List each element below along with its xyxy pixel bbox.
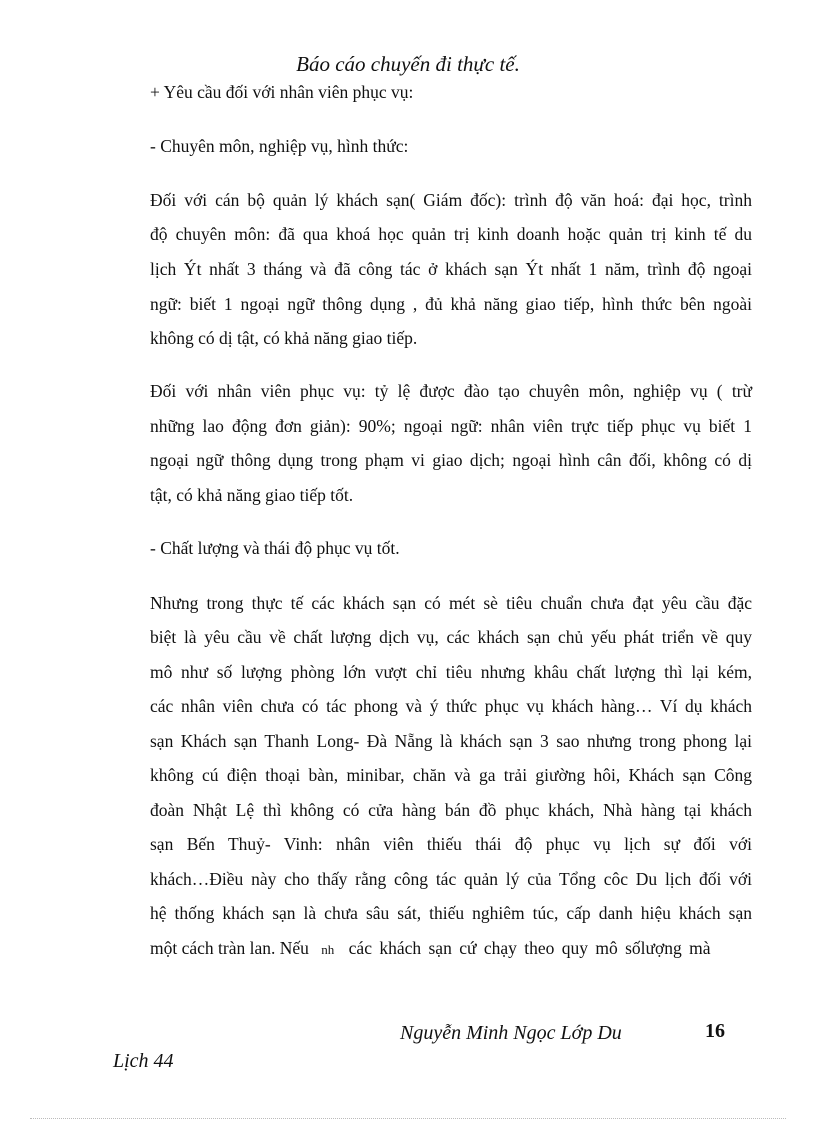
paragraph-manager-line: lịch Ýt nhất 3 tháng và đã công tác ở khách sạn Ýt nhất 1 năm, trình độ ngoại (150, 259, 752, 279)
paragraph-manager-line: ngữ: biết 1 ngoại ngữ thông dụng , đủ khả năng giao tiếp, hình thức bên ngoài (150, 294, 752, 314)
text-line-requirements-heading: + Yêu cầu đối với nhân viên phục vụ: (150, 82, 414, 102)
text-line-qualifications-heading: - Chuyên môn, nghiệp vụ, hình thức: (150, 136, 409, 156)
paragraph-reality-line: không cú điện thoại bàn, minibar, chăn và ga trải giường hôi, Khách sạn Công (150, 765, 752, 785)
paragraph-manager-line: không có dị tật, có khả năng giao tiếp. (150, 328, 418, 348)
paragraph-reality-line: khách…Điều này cho thấy rằng công tác quản lý của Tổng côc Du lịch đối với (150, 869, 752, 889)
paragraph-reality-line: mô như số lượng phòng lớn vượt chỉ tiêu nhưng khâu chất lượng thì lại kém, (150, 662, 752, 682)
bottom-divider (30, 1118, 786, 1119)
paragraph-reality-line: Nhưng trong thực tế các khách sạn có mét sè tiêu chuẩn chưa đạt yêu cầu đặc (150, 593, 752, 613)
paragraph-reality-line: biệt là yêu cầu về chất lượng dịch vụ, các khách sạn chủ yếu phát triển về quy (150, 627, 752, 647)
paragraph-manager-line: Đối với cán bộ quản lý khách sạn( Giám đốc): trình độ văn hoá: đại học, trình (150, 190, 752, 210)
paragraph-staff-line: ngoại ngữ thông dụng trong phạm vi giao dịch; ngoại hình cân đối, không có dị (150, 450, 752, 470)
last-line-part2: các khách sạn cứ chạy theo quy mô sốlượng mà (348, 938, 711, 958)
paragraph-reality-line: sạn Bến Thuỷ- Vinh: nhân viên thiếu thái độ phục vụ lịch sự đối với (150, 834, 752, 854)
text-line-quality-heading: - Chất lượng và thái độ phục vụ tốt. (150, 538, 400, 558)
page-number: 16 (705, 1020, 725, 1042)
footer-class-continuation: Lịch 44 (113, 1050, 174, 1072)
paragraph-staff-line: tật, có khả năng giao tiếp tốt. (150, 485, 354, 505)
paragraph-reality-line: đoàn Nhật Lệ thì không có cửa hàng bán đồ phục khách, Nhà hàng tại khách (150, 800, 752, 820)
paragraph-staff-line: Đối với nhân viên phục vụ: tỷ lệ được đào tạo chuyên môn, nghiệp vụ ( trừ (150, 381, 752, 401)
paragraph-reality-last-line (150, 938, 711, 959)
paragraph-reality-line: hệ thống khách sạn là chưa sâu sát, thiếu nghiêm túc, cấp danh hiệu khách sạn (150, 903, 752, 923)
paragraph-reality-line: các nhân viên chưa có tác phong và ý thức phục vụ khách hàng… Ví dụ khách (150, 696, 752, 716)
last-line-fragment: nh (321, 942, 335, 957)
paragraph-manager-line: độ chuyên môn: đã qua khoá học quản trị kinh doanh hoặc quản trị kinh tế du (150, 224, 752, 244)
page-header-title: Báo cáo chuyến đi thực tế. (296, 52, 520, 76)
paragraph-reality-line: sạn Khách sạn Thanh Long- Đà Nẵng là khách sạn 3 sao nhưng trong phong lại (150, 731, 752, 751)
paragraph-staff-line: những lao động đơn giản): 90%; ngoại ngữ: nhân viên trực tiếp phục vụ biết 1 (150, 416, 752, 436)
footer-author: Nguyễn Minh Ngọc Lớp Du (400, 1022, 622, 1044)
last-line-part1: một cách tràn lan. Nếu (150, 938, 309, 958)
